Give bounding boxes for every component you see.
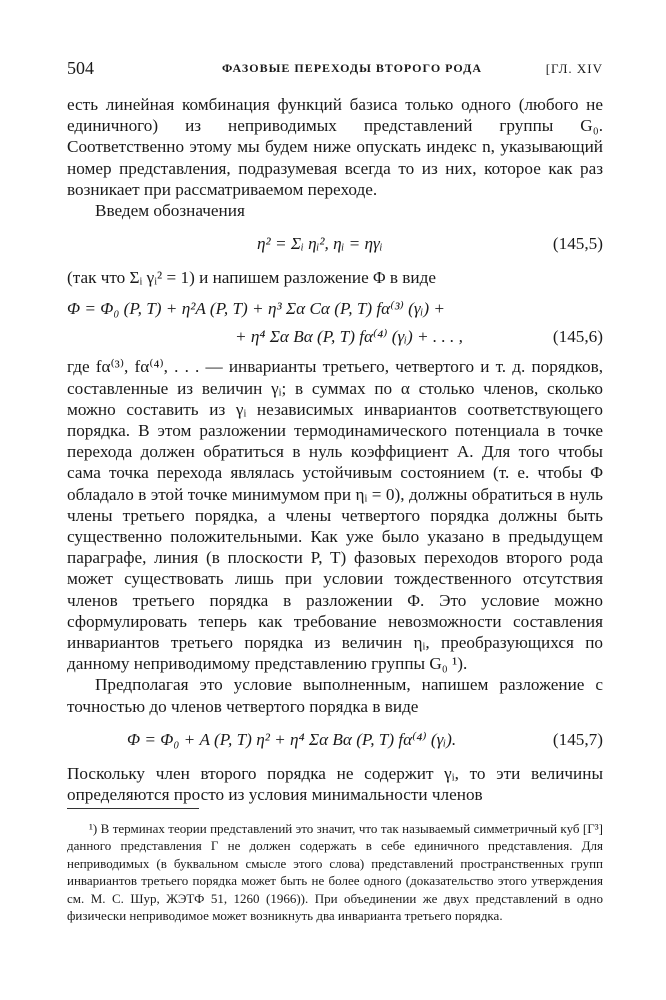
- footnote-text: ¹) В терминах теории представлений это значит, что так называемый симметричный куб [Γ³] данного представления Γ не должен содержать в себе единичного представления. Для неприводимых (в буквальном смысле этого слова) представлений пространственных групп инвариантов третьего порядка может быть не более одного (доказательство этого утверждения см. М. С. Шур, ЖЭТФ 51, 1260 (1966)). При объединении же двух представлений в одно физически неприводимое может возникнуть два инварианта третьего порядка.: [67, 821, 603, 924]
- equation-145-6-line2: + η⁴ Σα Bα (P, T) fα⁽⁴⁾ (γᵢ) + . . . ,: [235, 327, 463, 347]
- equation-145-6-line1: Φ = Φ₀ (P, T) + η²A (P, T) + η³ Σα Cα (P, T) fα⁽³⁾ (γᵢ) +: [67, 299, 445, 319]
- paragraph-4: где fα⁽³⁾, fα⁽⁴⁾, . . . — инварианты третьего, четвертого и т. д. порядков, составленные из величин γᵢ; в суммах по α столько членов, сколько можно составить из γᵢ независимых инвариантов соответствующего порядка. В этом разложении термодинамического потенциала в точке перехода должен обратиться в нуль коэффициент A. Для того чтобы сама точка перехода являлась устойчивым состоянием (т. е. чтобы Φ обладало в этой точке минимумом при ηᵢ = 0), должны обратиться в нуль члены третьего порядка, а члены четвертого порядка должны быть существенно положительными. Как уже было указано в предыдущем параграфе, линия (в плоскости P, T) фазовых переходов второго рода может существовать лишь при условии тождественного отсутствия членов третьего порядка в разложении Φ. Это условие можно сформулировать теперь как требование невозможности составления инвариантов третьего порядка из величин ηᵢ, преобразующихся по данному неприводимому представлению группы G₀ ¹).: [67, 357, 603, 674]
- paragraph-6: Поскольку член второго порядка не содержит γᵢ, то эти величины определяются просто из условия минимальности членов: [67, 763, 603, 805]
- paragraph-3: (так что Σᵢ γᵢ² = 1) и напишем разложение Φ в виде: [67, 268, 436, 288]
- equation-145-5-formula: η² = Σᵢ ηᵢ², ηᵢ = ηγᵢ: [257, 234, 383, 254]
- equation-145-5: [67, 227, 603, 261]
- equation-145-7: [67, 723, 603, 757]
- footnote: [67, 820, 603, 924]
- main-text: [67, 94, 603, 805]
- equation-145-5-number: (145,5): [552, 234, 603, 254]
- paragraph-5: Предполагая это условие выполненным, напишем разложение с точностью до членов четвертого порядка в виде: [67, 675, 603, 716]
- running-header: [67, 58, 603, 82]
- page-number: 504: [67, 58, 94, 78]
- book-page: [67, 0, 603, 1000]
- equation-145-6-number: (145,6): [552, 327, 603, 347]
- paragraph-2: Введем обозначения: [95, 201, 245, 221]
- footnote-divider: [67, 808, 199, 809]
- equation-145-6: [67, 294, 603, 350]
- paragraph-1: есть линейная комбинация функций базиса только одного (любого не единичного) из неприводимых представлений группы G₀. Соответственно этому мы будем ниже опускать индекс n, указывающий номер представления, подразумевая всегда то из них, которое как раз возникает при рассматриваемом переходе.: [67, 95, 603, 199]
- equation-145-7-formula: Φ = Φ₀ + A (P, T) η² + η⁴ Σα Bα (P, T) fα⁽⁴⁾ (γᵢ).: [127, 729, 457, 749]
- equation-145-7-number: (145,7): [552, 729, 603, 749]
- chapter-label: [ГЛ. XIV: [545, 61, 603, 76]
- running-title: ФАЗОВЫЕ ПЕРЕХОДЫ ВТОРОГО РОДА: [222, 61, 483, 75]
